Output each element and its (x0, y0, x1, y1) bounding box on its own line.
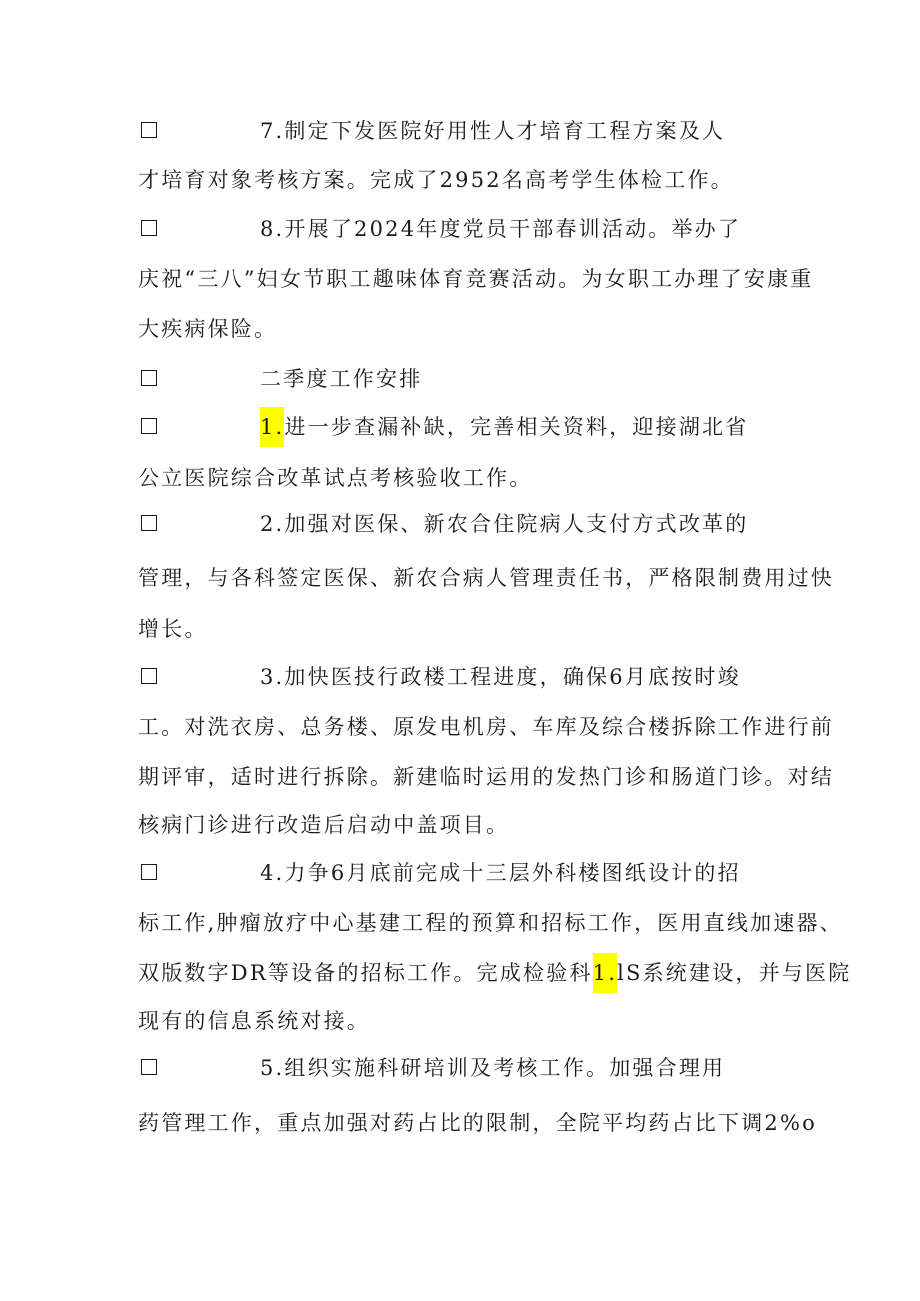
paragraph-text: 工。对洗衣房、总务楼、原发电机房、车库及综合楼拆除工作进行前 (138, 715, 834, 739)
paragraph-line (0, 808, 920, 842)
paragraph-line (0, 710, 920, 744)
checkbox-icon (141, 220, 157, 236)
paragraph-line (0, 660, 920, 694)
checkbox-icon (141, 122, 157, 138)
paragraph-text: 4.力争6月底前完成十三层外科楼图纸设计的招 (260, 861, 741, 885)
checkbox-icon (141, 418, 157, 434)
paragraph-text-pre: 双版数字DR等设备的招标工作。完成检验科 (138, 961, 593, 985)
paragraph-text: 才培育对象考核方案。完成了2952名高考学生体检工作。 (138, 168, 734, 192)
paragraph-text: 核病门诊进行改造后启动中盖项目。 (138, 813, 510, 837)
paragraph-text: 增长。 (138, 617, 208, 641)
paragraph-text (260, 410, 748, 447)
paragraph-text: 8.开展了2024年度党员干部春训活动。举办了 (260, 217, 742, 241)
paragraph-text-rest: 进一步查漏补缺，完善相关资料，迎接湖北省 (284, 415, 749, 439)
section-heading-line (0, 362, 920, 396)
paragraph-text-post: lS系统建设，并与医院 (617, 961, 852, 985)
paragraph-line (0, 1106, 920, 1140)
paragraph-text: 管理，与各科签定医保、新农合病人管理责任书，严格限制费用过快 (138, 566, 834, 590)
paragraph-line (0, 507, 920, 541)
paragraph-line (0, 212, 920, 246)
paragraph-line (0, 114, 920, 148)
paragraph-line (0, 906, 920, 940)
checkbox-icon (141, 1059, 157, 1075)
paragraph-line (0, 760, 920, 794)
checkbox-icon (141, 515, 157, 531)
paragraph-line (0, 612, 920, 646)
paragraph-line (0, 461, 920, 495)
paragraph-line (0, 262, 920, 296)
paragraph-text: 7.制定下发医院好用性人才培育工程方案及人 (260, 119, 726, 143)
paragraph-text: 大疾病保险。 (138, 317, 278, 341)
paragraph-line (0, 956, 920, 990)
paragraph-text: 公立医院综合改革试点考核验收工作。 (138, 466, 533, 490)
paragraph-text: 标工作,肿瘤放疗中心基建工程的预算和招标工作，医用直线加速器、 (138, 911, 843, 935)
paragraph-text (138, 956, 851, 993)
paragraph-line (0, 1051, 920, 1085)
paragraph-text: 庆祝“三八”妇女节职工趣味体育竞赛活动。为女职工办理了安康重 (138, 267, 814, 291)
paragraph-line (0, 312, 920, 346)
paragraph-text: 3.加快医技行政楼工程进度，确保6月底按时竣 (260, 665, 741, 689)
paragraph-line (0, 561, 920, 595)
paragraph-text: 5.组织实施科研培训及考核工作。加强合理用 (260, 1056, 726, 1080)
paragraph-line (0, 410, 920, 444)
paragraph-line (0, 1004, 920, 1038)
checkbox-icon (141, 668, 157, 684)
paragraph-line (0, 856, 920, 890)
paragraph-text: 期评审，适时进行拆除。新建临时运用的发热门诊和肠道门诊。对结 (138, 765, 834, 789)
highlighted-number: 1. (593, 953, 617, 993)
paragraph-text: 药管理工作，重点加强对药占比的限制，全院平均药占比下调2%o (138, 1111, 817, 1135)
paragraph-text: 现有的信息系统对接。 (138, 1009, 370, 1033)
highlighted-number: 1. (260, 407, 284, 447)
paragraph-line (0, 163, 920, 197)
section-heading: 二季度工作安排 (260, 367, 423, 391)
paragraph-text: 2.加强对医保、新农合住院病人支付方式改革的 (260, 512, 749, 536)
checkbox-icon (141, 864, 157, 880)
checkbox-icon (141, 370, 157, 386)
